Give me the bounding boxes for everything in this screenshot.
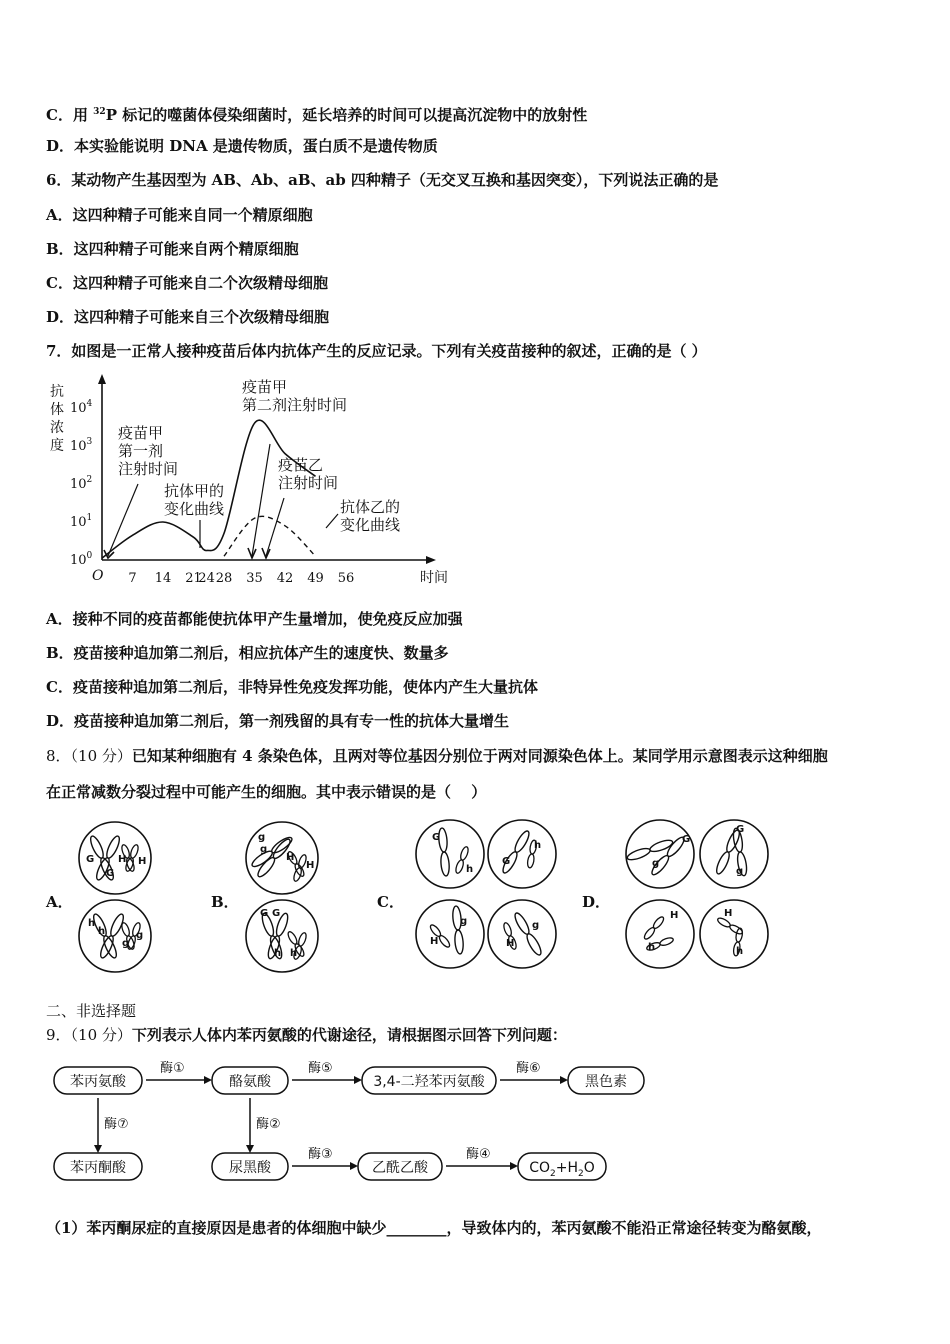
pointer-antibody-b <box>326 514 338 528</box>
gene-a2: G <box>106 868 115 879</box>
q7-option-d: D．疫苗接种追加第二剂后，第一剂残留的具有专一性的抗体大量增生 <box>46 712 510 730</box>
x-tick-1: 14 <box>154 571 172 586</box>
cell-c-3 <box>416 900 484 968</box>
gene-d7: H <box>724 908 733 919</box>
x-axis-label: 时间 <box>420 570 448 586</box>
gene-b3: H <box>286 852 295 863</box>
gene-d1: G <box>682 834 691 845</box>
y-axis-arrow <box>98 374 106 384</box>
enzyme-5: 酶⑤ <box>308 1061 333 1076</box>
ann-dose1-3: 注射时间 <box>118 460 179 478</box>
antibody-chart <box>40 372 450 594</box>
enzyme-6: 酶⑥ <box>516 1061 541 1076</box>
gene-b8: h <box>290 948 298 959</box>
arrow-vaccine-b <box>262 548 270 558</box>
x-tick-5: 35 <box>246 571 263 586</box>
chromosomes-c <box>429 828 544 957</box>
gene-c3: G <box>502 856 511 867</box>
cell-c-1 <box>416 820 484 888</box>
y-tick-4: $10^4$ <box>70 399 93 416</box>
gene-c5: g <box>460 916 468 927</box>
gene-c8: H <box>506 938 515 949</box>
q8-stem-line1: 8．（10 分）已知某种细胞有 4 条染色体，且两对等位基因分别位于两对同源染色体上。某同学用示意图表示这种细胞 <box>46 747 828 765</box>
cell-d-3 <box>626 900 694 968</box>
gene-d8: h <box>736 946 744 957</box>
node-label-phenylalanine: 苯丙氨酸 <box>70 1074 126 1090</box>
ann-antibody-b-1: 抗体乙的 <box>340 498 401 516</box>
q7-option-b: B．疫苗接种追加第二剂后，相应抗体产生的速度快、数量多 <box>46 644 449 662</box>
q6-option-b: B．这四种精子可能来自两个精原细胞 <box>46 240 299 258</box>
ann-dose2-1: 疫苗甲 <box>242 378 288 396</box>
node-label-phenylpyruvate: 苯丙酮酸 <box>70 1160 126 1176</box>
q8-label-d: D． <box>582 893 611 911</box>
cell-c-2 <box>488 820 556 888</box>
ann-dose2-2: 第二剂注射时间 <box>242 396 348 414</box>
y-tick-3: $10^3$ <box>70 437 93 454</box>
gene-d4: g <box>736 866 744 877</box>
enzyme-2: 酶② <box>256 1117 281 1132</box>
ann-antibody-a-2: 变化曲线 <box>164 500 225 518</box>
section-heading: 二、非选择题 <box>46 1002 137 1020</box>
x-tick-4: 28 <box>215 571 233 586</box>
y-tick-0: $10^0$ <box>70 551 93 568</box>
pointer-vaccine-b <box>266 498 284 556</box>
q8-label-c: C． <box>377 893 404 911</box>
gene-a6: h <box>98 926 106 937</box>
pointer-dose1 <box>108 484 138 556</box>
chromosomes-b <box>250 835 308 960</box>
x-tick-0: 7 <box>128 571 137 586</box>
chromosomes-d <box>626 828 748 957</box>
enzyme-7: 酶⑦ <box>104 1117 129 1132</box>
x-tick-6: 42 <box>276 571 294 586</box>
gene-a7: g <box>136 930 144 941</box>
x-tick-7: 49 <box>307 571 324 586</box>
enzyme-4: 酶④ <box>466 1147 491 1162</box>
metabolism-flowchart <box>46 1056 666 1188</box>
gene-b5: G <box>260 908 269 919</box>
y-tick-1: $10^1$ <box>70 513 93 530</box>
q6-option-c: C．这四种精子可能来自二个次级精母细胞 <box>46 274 328 292</box>
gene-a1: G <box>86 854 95 865</box>
gene-d3: G <box>736 824 745 835</box>
node-label-acetoacetate: 乙酰乙酸 <box>372 1160 428 1176</box>
chromosomes-a <box>88 835 144 960</box>
gene-c7: g <box>532 920 540 931</box>
x-tick-2: 21 <box>185 571 202 586</box>
q8-label-a: A． <box>46 893 73 911</box>
q6-option-a: A．这四种精子可能来自同一个精原细胞 <box>46 206 313 224</box>
x-tick-8: 56 <box>337 571 355 586</box>
y-tick-2: $10^2$ <box>70 475 93 492</box>
q6-stem: 6．某动物产生基因型为 AB、Ab、aB、ab 四种精子（无交叉互换和基因突变），下列说法正确的是 <box>46 171 719 189</box>
gene-b2: g <box>260 844 268 855</box>
gene-c1: G <box>432 832 441 843</box>
gene-b4: H <box>306 860 315 871</box>
q8-label-b: B． <box>211 893 239 911</box>
ann-vaccine-b-2: 注射时间 <box>278 474 339 492</box>
gene-c2: h <box>466 864 474 875</box>
cell-d-1 <box>626 820 694 888</box>
gene-c6: H <box>430 936 439 947</box>
gene-a5: h <box>88 918 96 929</box>
q6-option-d: D．这四种精子可能来自三个次级精母细胞 <box>46 308 330 326</box>
ann-dose1-2: 第一剂 <box>118 442 164 460</box>
ann-dose1-1: 疫苗甲 <box>118 424 164 442</box>
gene-a4: H <box>138 856 147 867</box>
q8-stem-line2: 在正常减数分裂过程中可能产生的细胞。其中表示错误的是（ ） <box>46 783 487 801</box>
q9-stem: 9．（10 分）下列表示人体内苯丙氨酸的代谢途径，请根据图示回答下列问题： <box>46 1026 567 1044</box>
q5-option-d: D．本实验能说明 DNA 是遗传物质，蛋白质不是遗传物质 <box>46 137 438 155</box>
node-label-melanin: 黑色素 <box>585 1074 627 1090</box>
q9-part-1: （1）苯丙酮尿症的直接原因是患者的体细胞中缺少________，导致体内的，苯丙氨酸不能沿正常途径转变为酪氨酸， <box>46 1219 822 1237</box>
ann-vaccine-b-1: 疫苗乙 <box>278 456 324 474</box>
q7-stem: 7．如图是一正常人接种疫苗后体内抗体产生的反应记录。下列有关疫苗接种的叙述，正确的是（ ） <box>46 342 707 360</box>
gene-d2: g <box>652 858 660 869</box>
gene-d6: h <box>648 942 656 953</box>
gene-a8: g <box>122 938 130 949</box>
x-tick-3: 24 <box>198 571 215 586</box>
gene-b6: G <box>272 908 281 919</box>
enzyme-3: 酶③ <box>308 1147 333 1162</box>
cell-b-bottom <box>246 900 318 972</box>
y-label-1: 抗 <box>50 384 64 400</box>
gene-d5: H <box>670 910 679 921</box>
node-label-tyrosine: 酪氨酸 <box>229 1074 271 1090</box>
cell-diagrams <box>40 812 920 977</box>
node-label-co2-h2o: $CO_2+H_2O$ <box>529 1160 595 1179</box>
ann-antibody-a-1: 抗体甲的 <box>164 482 225 500</box>
q7-option-a: A．接种不同的疫苗都能使抗体甲产生量增加，使免疫反应加强 <box>46 610 463 628</box>
gene-a3: H <box>118 854 127 865</box>
gene-b7: h <box>274 948 282 959</box>
y-label-2: 体 <box>50 402 64 418</box>
ann-antibody-b-2: 变化曲线 <box>340 516 401 534</box>
y-label-3: 浓 <box>50 420 64 436</box>
cell-c-4 <box>488 900 556 968</box>
q7-option-c: C．疫苗接种追加第二剂后，非特异性免疫发挥功能，使体内产生大量抗体 <box>46 678 538 696</box>
pointer-dose2 <box>252 444 270 556</box>
y-label-4: 度 <box>50 438 64 454</box>
q5-option-c: C．用 $^{32}$P 标记的噬菌体侵染细菌时，延长培养的时间可以提高沉淀物中的放射性 <box>46 106 588 124</box>
cell-d-4 <box>700 900 768 968</box>
origin-label: O <box>92 568 104 584</box>
gene-b1: g <box>258 832 266 843</box>
x-axis-arrow <box>426 556 436 564</box>
node-label-dopa: 3,4-二羟苯丙氨酸 <box>373 1074 485 1090</box>
node-label-homogentisate: 尿黑酸 <box>229 1160 271 1176</box>
gene-c4: h <box>534 840 542 851</box>
enzyme-1: 酶① <box>160 1061 185 1076</box>
